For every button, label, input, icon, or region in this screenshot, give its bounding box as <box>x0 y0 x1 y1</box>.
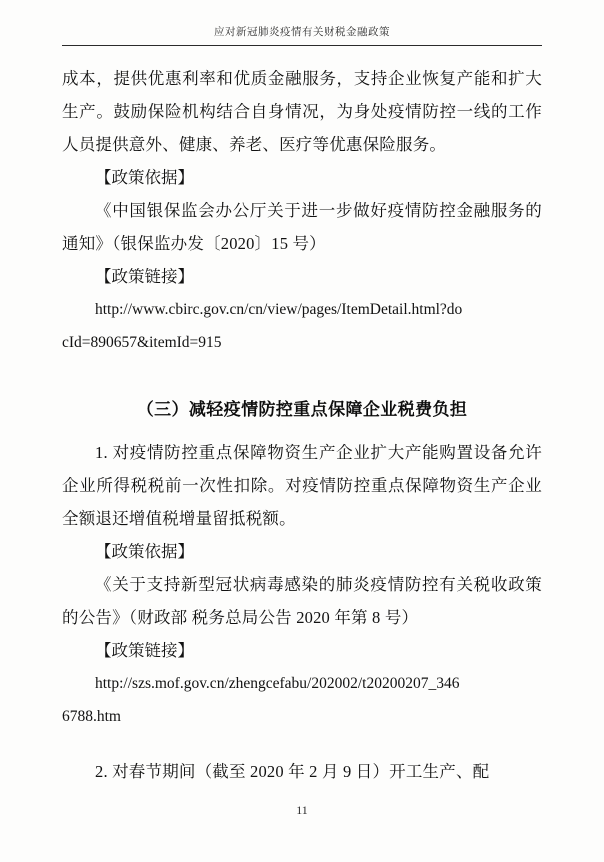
numbered-item-1: 1. 对疫情防控重点保障物资生产企业扩大产能购置设备允许企业所得税税前一次性扣除。对疫情防控重点保障物资生产企业全额退还增值税增量留抵税额。 <box>62 443 542 528</box>
paragraph-continuation: 成本，提供优惠利率和优质金融服务，支持企业恢复产能和扩大生产。鼓励保险机构结合自身情况，为身处疫情防控一线的工作人员提供意外、健康、养老、医疗等优惠保险服务。 <box>62 69 542 154</box>
header-title: 应对新冠肺炎疫情有关财税金融政策 <box>214 27 390 38</box>
policy-link-label-1: 【政策链接】 <box>95 267 194 286</box>
spacer <box>62 733 542 755</box>
policy-basis-label-2: 【政策依据】 <box>95 542 194 561</box>
policy-link-url-1-line1[interactable]: http://www.cbirc.gov.cn/cn/view/pages/ItemDetail.html?do <box>95 301 463 318</box>
page-number: 11 <box>296 803 308 817</box>
policy-link-url-1-line2[interactable]: cId=890657&itemId=915 <box>62 334 222 351</box>
policy-basis-text-1: 《中国银保监会办公厅关于进一步做好疫情防控金融服务的通知》（银保监办发〔2020〕15 号） <box>62 201 542 253</box>
policy-link-url-2-line1[interactable]: http://szs.mof.gov.cn/zhengcefabu/202002/t20200207_346 <box>95 675 460 692</box>
page-footer <box>0 803 604 818</box>
spacer <box>62 426 542 436</box>
page-content <box>62 62 542 788</box>
header-divider <box>62 45 542 46</box>
page-header <box>0 22 604 43</box>
policy-basis-text-2: 《关于支持新型冠状病毒感染的肺炎疫情防控有关税收政策的公告》（财政部 税务总局公告 2020 年第 8 号） <box>62 575 542 627</box>
numbered-item-2: 2. 对春节期间（截至 2020 年 2 月 9 日）开工生产、配 <box>95 762 490 781</box>
policy-link-url-2-line2[interactable]: 6788.htm <box>62 708 121 725</box>
section-heading: （三）减轻疫情防控重点保障企业税费负担 <box>136 400 468 419</box>
policy-link-label-2: 【政策链接】 <box>95 641 194 660</box>
spacer <box>62 359 542 393</box>
policy-basis-label-1: 【政策依据】 <box>95 168 194 187</box>
